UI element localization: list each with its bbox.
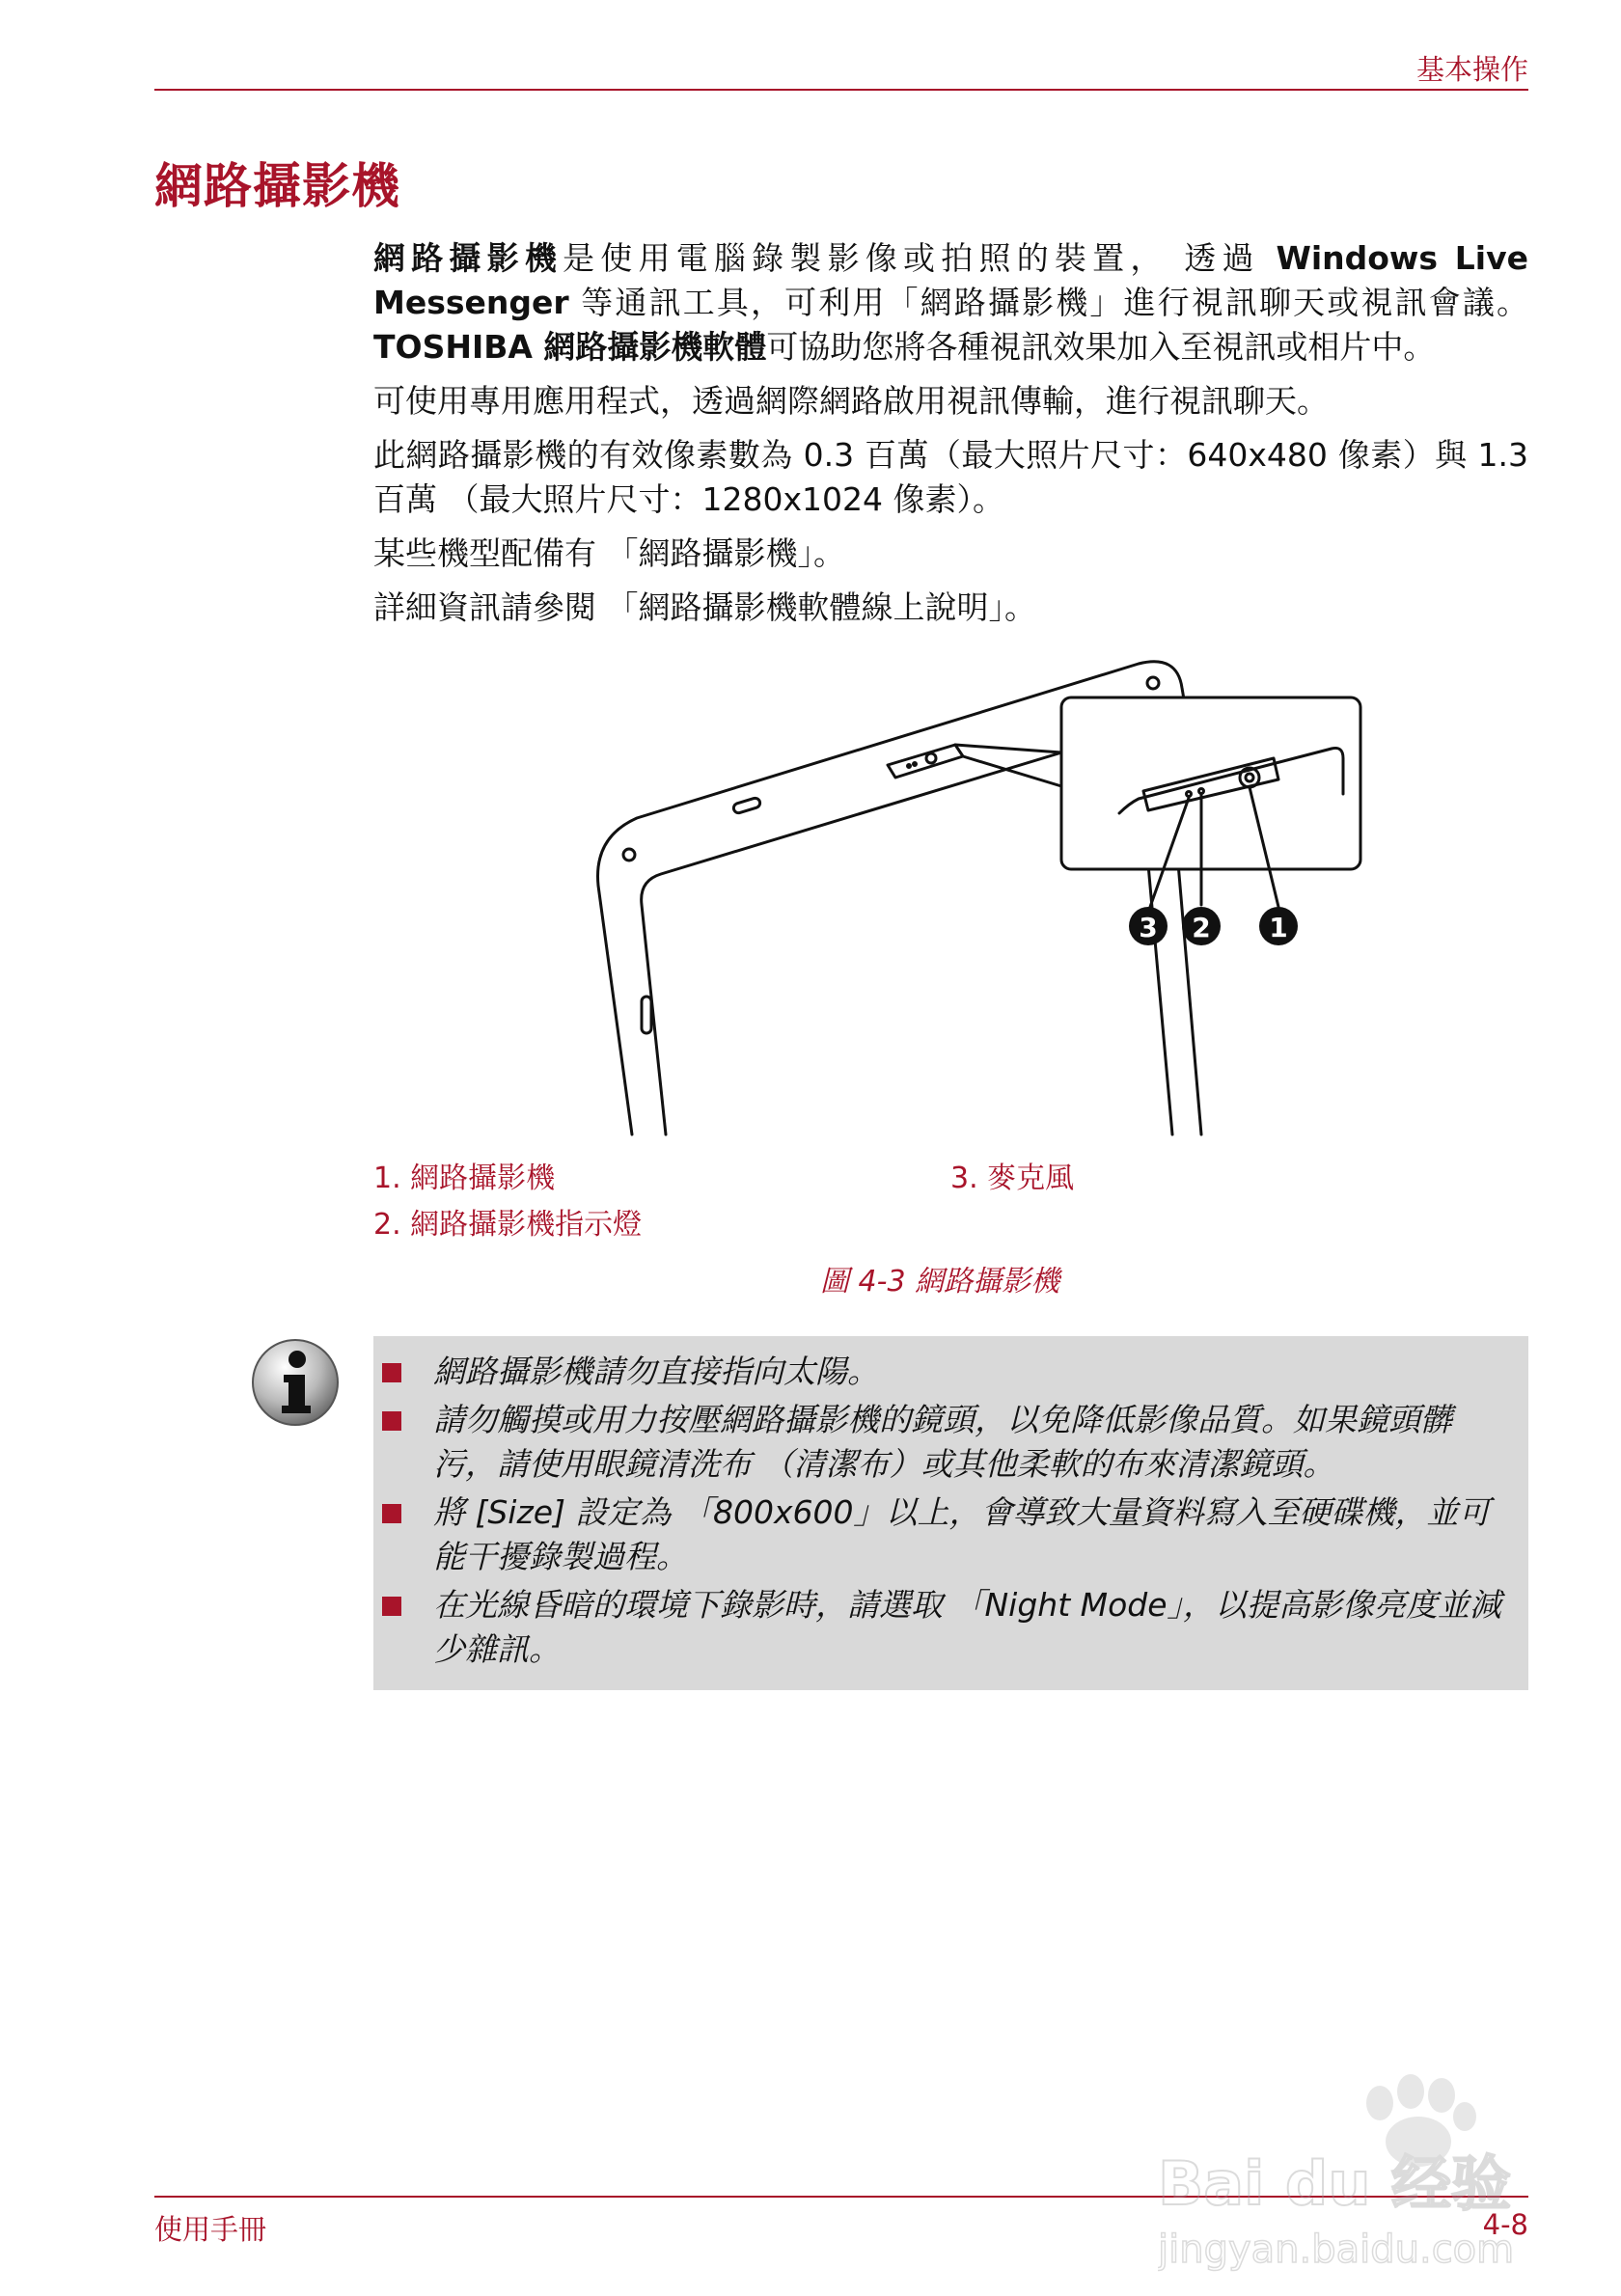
legend-item-3: 3. 麥克風 <box>950 1162 1075 1195</box>
info-icon <box>249 1336 342 1429</box>
paragraph-1-text-a: 是使用電腦錄製影像或拍照的裝置， 透過 <box>563 239 1277 277</box>
paragraph-4: 某些機型配備有 「網路攝影機」。 <box>373 534 845 572</box>
paragraph-1 <box>373 236 1528 369</box>
page-title: 網路攝影機 <box>154 158 400 214</box>
webcam-dot <box>914 763 917 766</box>
bullet-square-icon <box>382 1597 401 1616</box>
zoom-line <box>955 745 1061 752</box>
term-messenger: Windows Live Messenger <box>373 239 1529 321</box>
zoom-line <box>963 756 1071 789</box>
callout-1 <box>1259 907 1298 945</box>
bullet-square-icon <box>382 1411 401 1431</box>
webcam-figure <box>560 644 1399 1136</box>
bezel-side-slot <box>642 997 651 1033</box>
header-rule <box>154 89 1528 91</box>
note-item <box>373 1350 1528 1394</box>
footer-page-number: 4-8 <box>1482 2208 1528 2241</box>
webcam-dot <box>908 765 911 768</box>
paragraph-5: 詳細資訊請參閱 「網路攝影機軟體線上說明」。 <box>373 588 1036 626</box>
zoom-detail-box <box>1061 697 1360 869</box>
webcam-lens-small <box>926 753 936 763</box>
figure-caption: 圖 4-3 網路攝影機 <box>820 1265 1060 1298</box>
body-text <box>373 236 1528 640</box>
footer-manual-label: 使用手冊 <box>154 2213 267 2246</box>
bullet-square-icon <box>382 1363 401 1382</box>
note-item <box>373 1583 1528 1672</box>
bullet-square-icon <box>382 1504 401 1523</box>
screen-inner-edge <box>642 741 1100 1134</box>
note-item-text: 將 [Size] 設定為 「800x600」以上，會導致大量資料寫入至硬碟機，並可能干擾錄製過程。 <box>433 1493 1491 1575</box>
term-webcam: 網路攝影機 <box>373 239 563 277</box>
note-box <box>373 1336 1528 1690</box>
svg-text:2: 2 <box>1192 912 1211 943</box>
callout-2 <box>1182 907 1221 945</box>
bezel-latch <box>732 797 761 814</box>
note-item <box>373 1490 1528 1579</box>
bezel-screw-hole <box>623 849 635 861</box>
note-item <box>373 1398 1528 1487</box>
note-item-text: 在光線昏暗的環境下錄影時，請選取 「Night Mode」，以提高影像亮度並減少雜訊。 <box>433 1586 1502 1668</box>
term-toshiba-software: TOSHIBA 網路攝影機軟體 <box>373 328 767 366</box>
paragraph-1-text-b: 等通訊工具，可利用「網路攝影機」進行視訊聊天或視訊會議。 <box>568 284 1528 321</box>
webcam-module <box>888 745 963 778</box>
header-section-title: 基本操作 <box>1415 53 1528 86</box>
watermark-url: jingyan.baidu.com <box>1158 2228 1515 2272</box>
legend-item-1: 1. 網路攝影機 <box>373 1162 556 1195</box>
display-right-edge-outer <box>1177 852 1201 1134</box>
note-item-text: 請勿觸摸或用力按壓網路攝影機的鏡頭，以免降低影像品質。如果鏡頭髒污，請使用眼鏡清洗布 （清潔布）或其他柔軟的布來清潔鏡頭。 <box>433 1401 1452 1483</box>
paragraph-1-text-c: 可協助您將各種視訊效果加入至視訊或相片中。 <box>766 328 1436 366</box>
bezel-screw-hole <box>1147 677 1159 689</box>
note-item-text: 網路攝影機請勿直接指向太陽。 <box>433 1353 879 1390</box>
legend-item-2: 2. 網路攝影機指示燈 <box>373 1208 643 1242</box>
paragraph-3: 此網路攝影機的有效像素數為 0.3 百萬（最大照片尺寸：640x480 像素）與 1.3 百萬 （最大照片尺寸：1280x1024 像素）。 <box>373 436 1528 518</box>
baidu-watermark <box>1158 2045 1544 2277</box>
svg-text:3: 3 <box>1139 912 1158 943</box>
watermark-brand: Bai du 经验 <box>1158 2148 1512 2219</box>
svg-text:1: 1 <box>1269 912 1288 943</box>
note-list <box>373 1350 1528 1676</box>
paragraph-2: 可使用專用應用程式，透過網際網路啟用視訊傳輸，進行視訊聊天。 <box>373 382 1329 420</box>
callout-3 <box>1129 907 1168 945</box>
